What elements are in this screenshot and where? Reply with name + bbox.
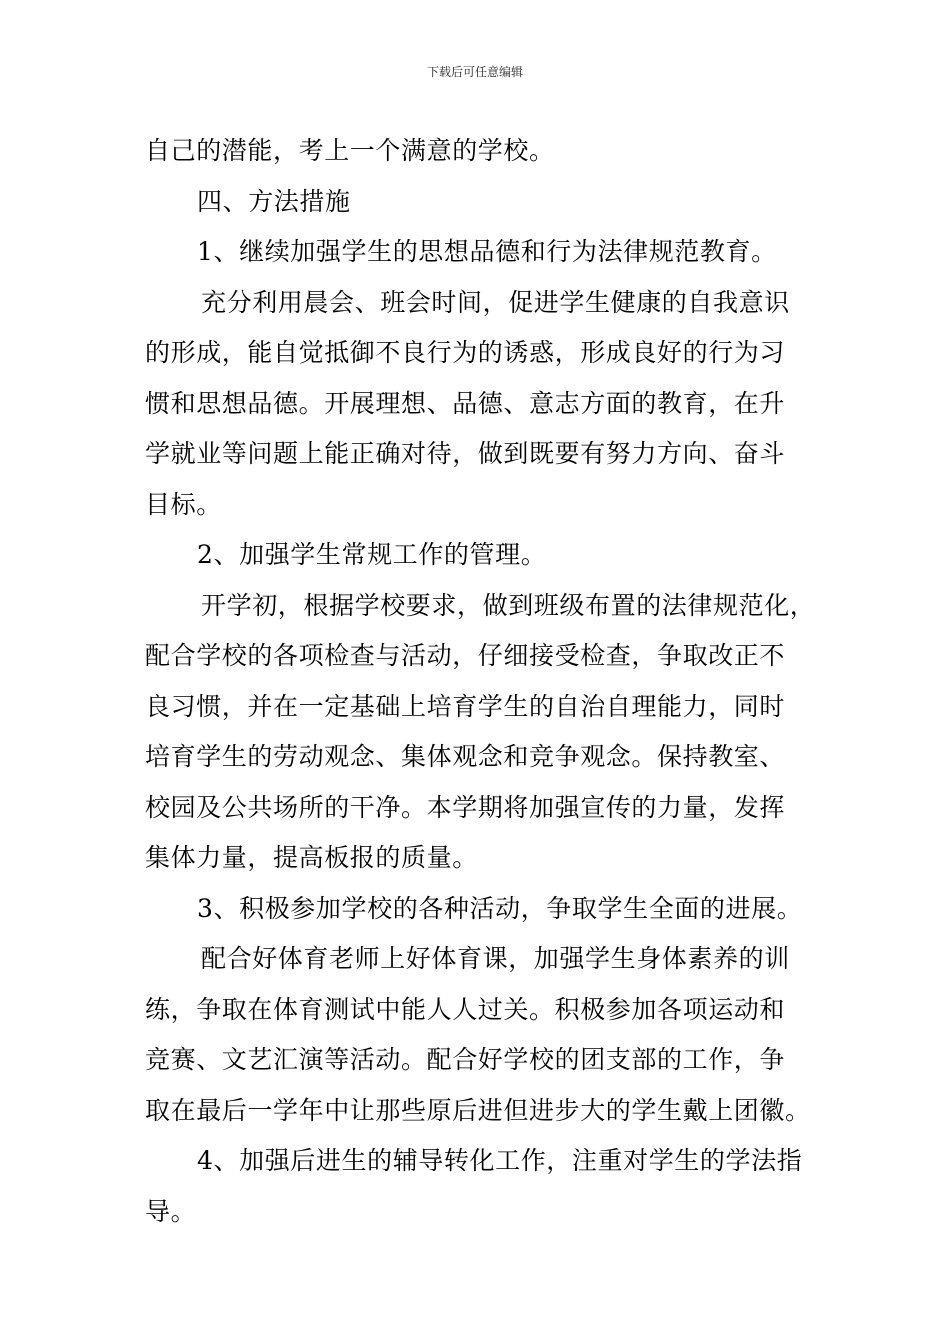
- text-line: 培育学生的劳动观念、集体观念和竞争观念。保持教室、: [145, 742, 786, 771]
- document-body: [145, 126, 816, 1237]
- subsection-heading: 4、加强后进生的辅导转化工作，注重对学生的学法指: [197, 1146, 803, 1175]
- page-header: 下载后可任意编辑: [426, 65, 523, 79]
- text-line: 目标。: [145, 489, 222, 519]
- text-line: 导。: [145, 1196, 197, 1226]
- subsection-heading: 2、加强学生常规工作的管理。: [197, 540, 547, 569]
- text-line: 集体力量，提高板报的质量。: [145, 843, 478, 872]
- text-line: 取在最后一学年中让那些原后进但进步大的学生戴上团徽。: [145, 1095, 811, 1125]
- text-line: 竞赛、文艺汇演等活动。配合好学校的团支部的工作，争: [145, 1045, 786, 1074]
- section-heading: 四、方法措施: [197, 186, 351, 216]
- text-line: 自己的潜能，考上一个满意的学校。: [145, 136, 555, 165]
- text-line: 练，争取在体育测试中能人人过关。积极参加各项运动和: [145, 994, 786, 1024]
- text-line: 配合好体育老师上好体育课，加强学生身体素养的训: [201, 944, 790, 973]
- text-line: 的形成，能自觉抵御不良行为的诱惑，形成良好的行为习: [145, 338, 786, 367]
- text-line: 校园及公共场所的干净。本学期将加强宣传的力量，发挥: [145, 792, 786, 822]
- text-line: 良习惯，并在一定基础上培育学生的自治自理能力，同时: [145, 691, 786, 721]
- subsection-heading: 3、积极参加学校的各种活动，争取学生全面的进展。: [197, 893, 803, 923]
- text-line: 开学初，根据学校要求，做到班级布置的法律规范化，: [201, 590, 816, 620]
- text-line: 惯和思想品德。开展理想、品德、意志方面的教育，在升: [145, 388, 786, 418]
- text-line: 充分利用晨会、班会时间，促进学生健康的自我意识: [201, 287, 790, 317]
- text-line: 配合学校的各项检查与活动，仔细接受检查，争取改正不: [145, 641, 786, 670]
- subsection-heading: 1、继续加强学生的思想品德和行为法律规范教育。: [197, 237, 777, 266]
- text-line: 学就业等问题上能正确对待，做到既要有努力方向、奋斗: [145, 439, 786, 468]
